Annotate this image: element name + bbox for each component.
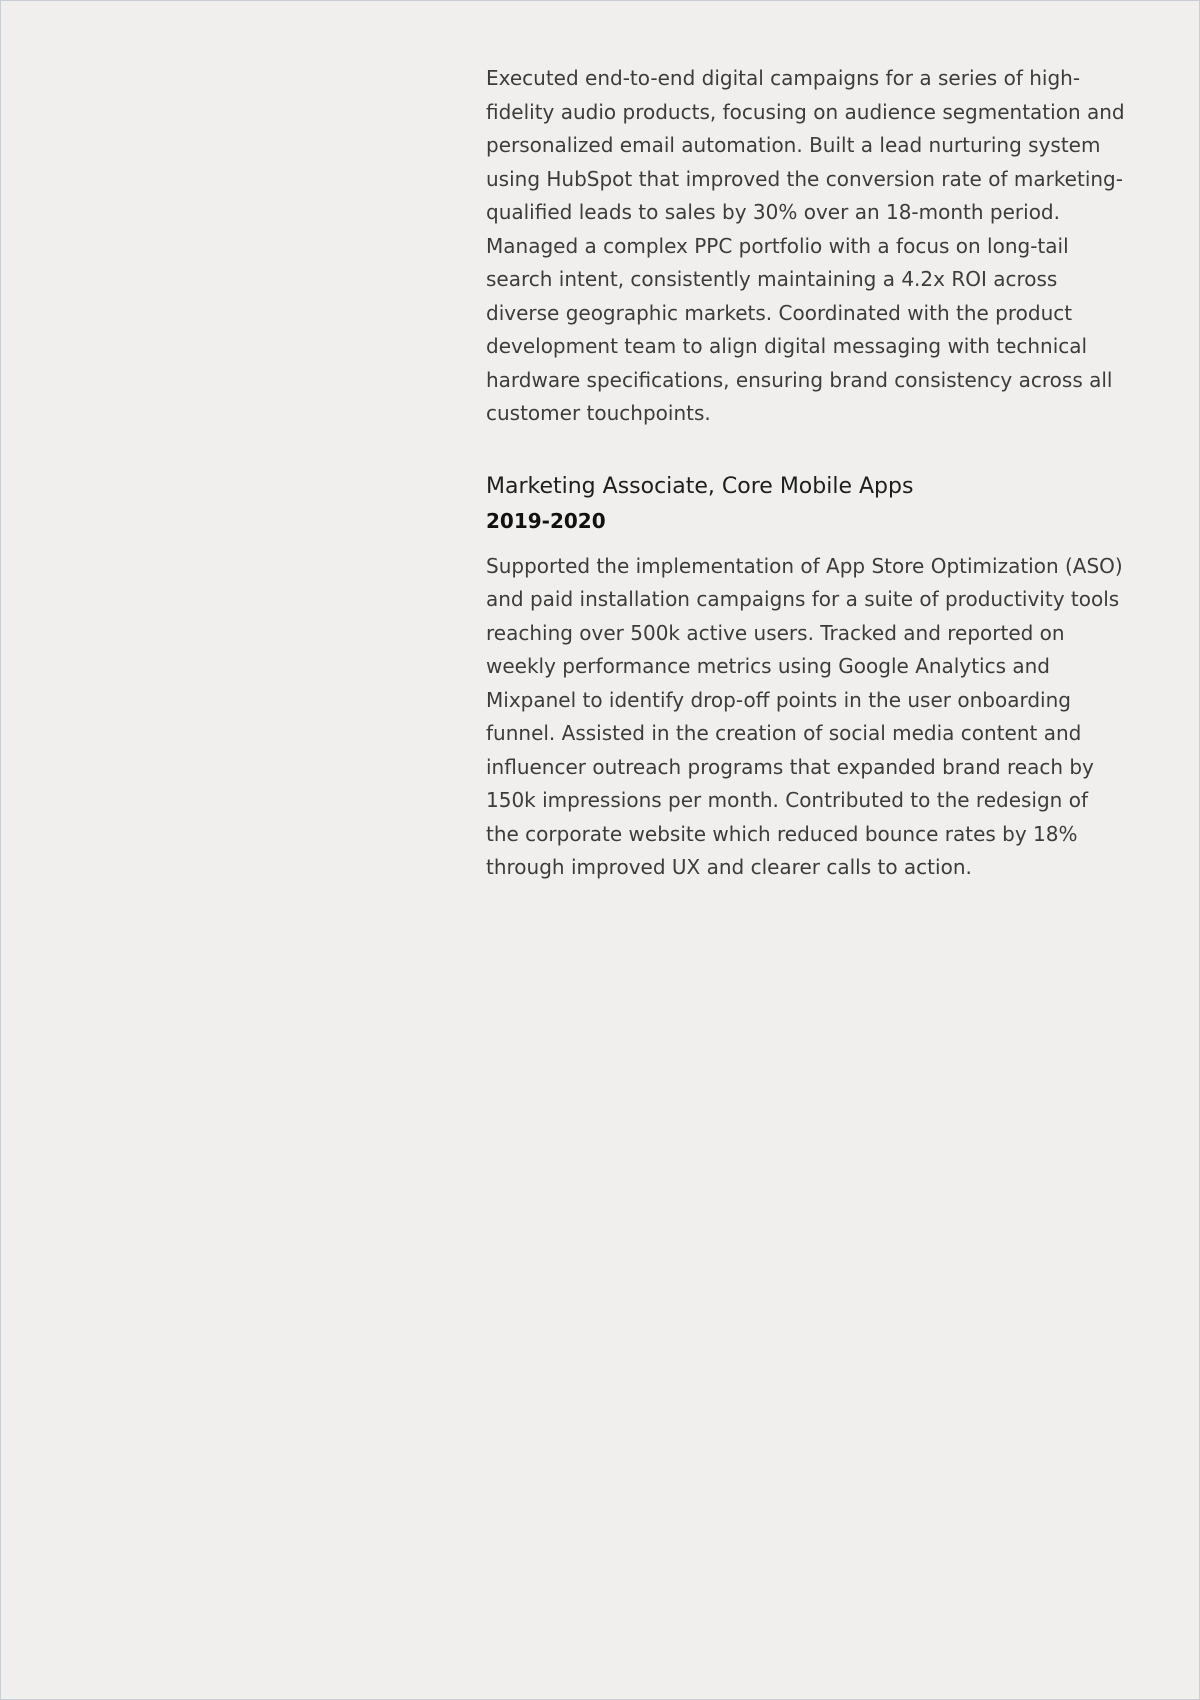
previous-job-description: Executed end-to-end digital campaigns for a series of high-fidelity audio products, focusing on audience segmentation and personalized email automation. Built a lead nurturing system using HubSpot that improved the conversion rate of marketing-qualified leads to sales by 30% over an 18-month period. Managed a complex PPC portfolio with a focus on long-tail search intent, consistently maintaining a 4.2x ROI across diverse geographic markets. Coordinated with the product development team to align digital messaging with technical hardware specifications, ensuring brand consistency across all customer touchpoints. (486, 66, 1125, 425)
job-description: Supported the implementation of App Store Optimization (ASO) and paid installation campaigns for a suite of productivity tools reaching over 500k active users. Tracked and reported on weekly performance metrics using Google Analytics and Mixpanel to identify drop-off points in the user onboarding funnel. Assisted in the creation of social media content and influencer outreach programs that expanded brand reach by 150k impressions per month. Contributed to the redesign of the corporate website which reduced bounce rates by 18% through improved UX and clearer calls to action. (486, 553, 1123, 879)
job-entry (486, 472, 1126, 885)
job-title: Marketing Associate, Core Mobile Apps (486, 473, 914, 499)
experience-column (486, 62, 1126, 885)
job-dates: 2019-2020 (486, 508, 606, 533)
